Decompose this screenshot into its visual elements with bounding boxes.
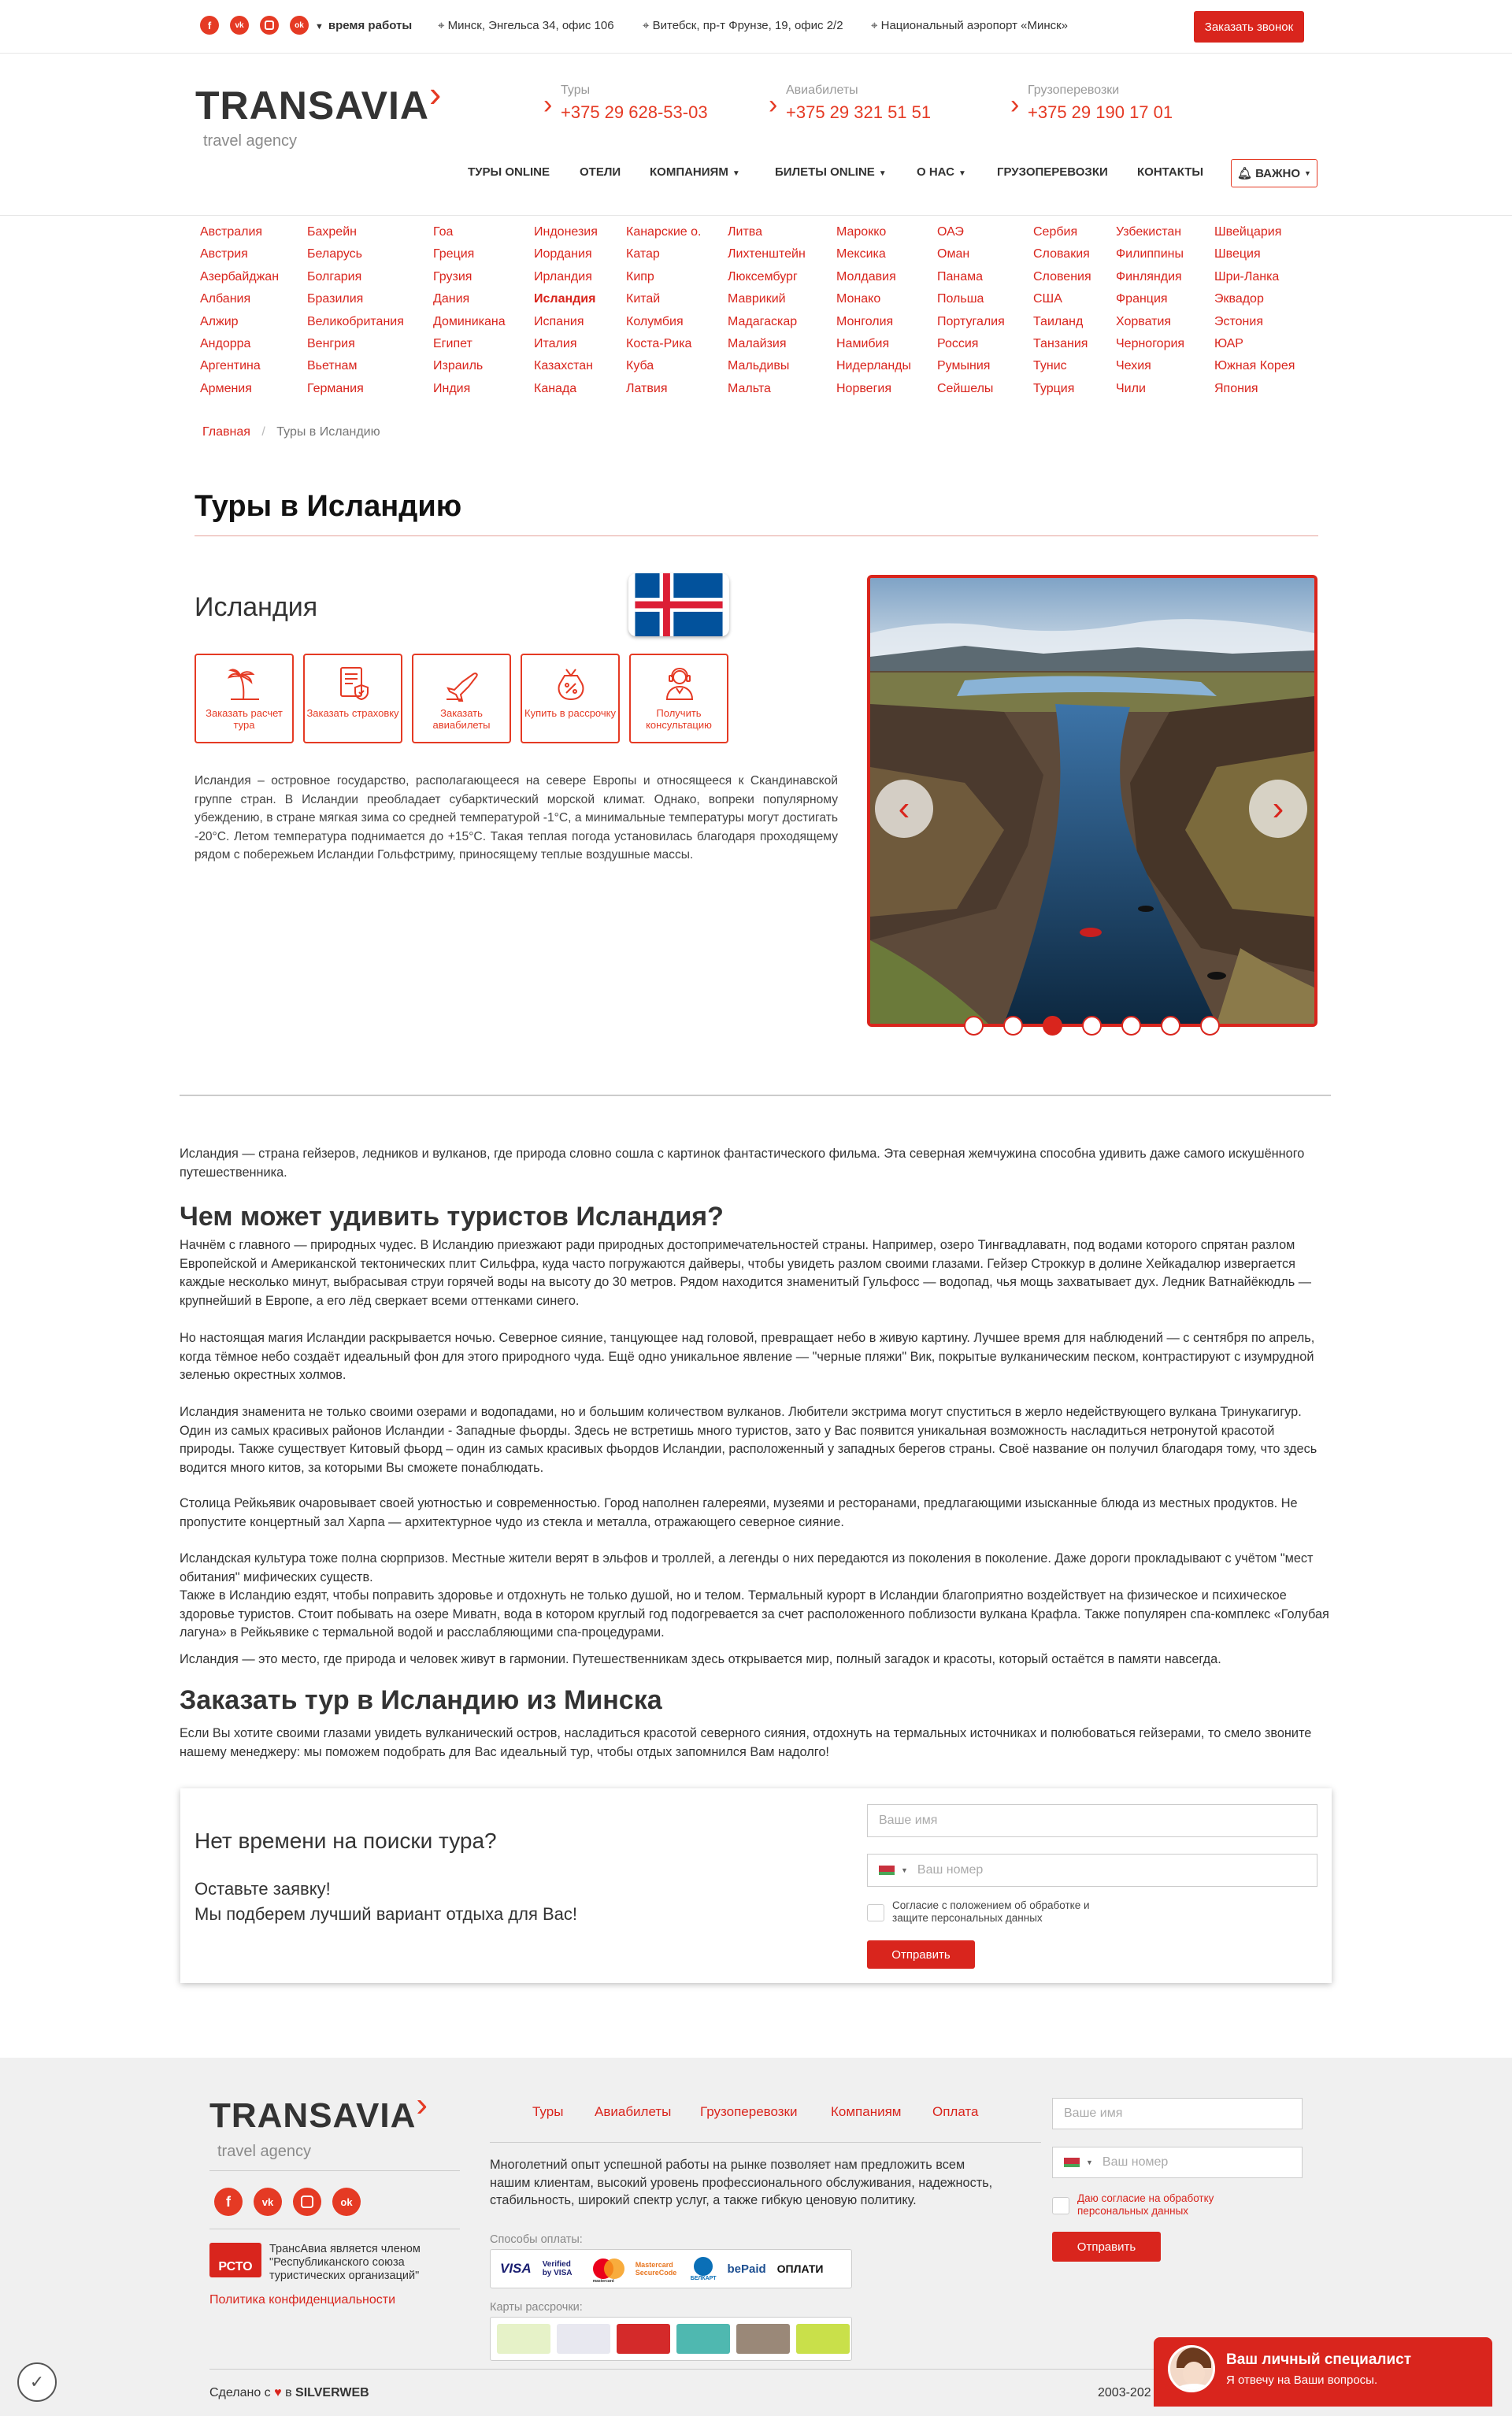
chevron-right-icon: › bbox=[543, 90, 553, 120]
footer-nav-tours[interactable]: Туры bbox=[532, 2104, 564, 2119]
vk-icon[interactable] bbox=[230, 16, 249, 35]
chat-widget[interactable] bbox=[1154, 2337, 1492, 2407]
country-link[interactable]: Катар bbox=[626, 247, 660, 261]
country-link[interactable]: Канада bbox=[534, 381, 577, 395]
country-link[interactable]: Черногория bbox=[1116, 336, 1185, 350]
phone-input[interactable] bbox=[867, 1854, 1317, 1887]
support-agent-icon bbox=[661, 665, 699, 702]
service-label: Купить в рассрочку bbox=[524, 707, 616, 719]
country-column bbox=[626, 225, 701, 404]
facebook-icon[interactable]: f bbox=[214, 2188, 243, 2216]
country-link[interactable]: Бразилия bbox=[307, 292, 364, 306]
country-link[interactable]: Намибия bbox=[836, 336, 890, 350]
slider-prev-button[interactable] bbox=[875, 780, 933, 838]
country-link[interactable]: Эквадор bbox=[1214, 292, 1264, 306]
footer-nav-avia[interactable]: Авиабилеты bbox=[595, 2104, 672, 2119]
slider-dot[interactable] bbox=[1003, 1016, 1023, 1036]
rsto-member-text: ТрансАвиа является членом "Республиканского союза туристических организаций" bbox=[269, 2243, 421, 2282]
country-column bbox=[728, 225, 806, 404]
country-link[interactable]: Марокко bbox=[836, 225, 887, 239]
country-link[interactable]: Андорра bbox=[200, 336, 251, 350]
country-link[interactable]: Израиль bbox=[433, 359, 484, 373]
service-label: Заказать страховку bbox=[306, 707, 399, 719]
card-icon bbox=[796, 2324, 850, 2354]
callback-button[interactable]: Заказать звонок bbox=[1194, 11, 1304, 43]
country-link[interactable]: Польша bbox=[937, 292, 984, 306]
footer-name-input[interactable]: Ваше имя bbox=[1052, 2098, 1303, 2129]
article-paragraph: Исландская культура тоже полна сюрпризов. Местные жители верят в эльфов и троллей, а легенды о них передаются из поколения в поколение. Даже дороги прокладывают с учётом "мест обитания" мифических существ. bbox=[180, 1551, 1314, 1584]
footer-logo-text: TRANSAVIA bbox=[209, 2096, 417, 2135]
country-link[interactable]: Дания bbox=[433, 292, 470, 306]
footer-divider bbox=[209, 2170, 460, 2171]
country-link[interactable]: Кипр bbox=[626, 269, 654, 283]
slider-dot[interactable] bbox=[1121, 1016, 1141, 1036]
logo-text: TRANSAVIA bbox=[195, 83, 429, 128]
slide-image bbox=[870, 578, 1314, 1024]
service-label: Заказать расчет тура bbox=[206, 707, 283, 731]
order-insurance-button[interactable] bbox=[303, 654, 402, 743]
chevron-down-icon: ▼ bbox=[1304, 169, 1311, 177]
slider-dot[interactable] bbox=[1082, 1016, 1102, 1036]
nav-hotels[interactable]: ОТЕЛИ bbox=[580, 165, 621, 179]
installment-cards-label: Карты рассрочки: bbox=[490, 2301, 583, 2314]
country-link[interactable]: Узбекистан bbox=[1116, 225, 1182, 239]
belarus-flag-icon bbox=[1064, 2158, 1080, 2167]
heart-icon: ♥ bbox=[274, 2386, 282, 2399]
country-link[interactable]: Армения bbox=[200, 381, 252, 395]
country-column bbox=[1033, 225, 1091, 404]
country-link[interactable]: Румыния bbox=[937, 359, 991, 373]
logo[interactable] bbox=[195, 73, 443, 128]
country-link[interactable]: Бахрейн bbox=[307, 225, 357, 239]
consent-label: Согласие с положением об обработке и защите персональных данных bbox=[892, 1899, 1090, 1924]
footer-tagline: travel agency bbox=[217, 2143, 311, 2160]
country-link[interactable]: Швейцария bbox=[1214, 225, 1282, 239]
percent-bag-icon bbox=[552, 665, 590, 702]
instagram-icon[interactable] bbox=[260, 16, 279, 35]
country-link[interactable]: Словения bbox=[1033, 269, 1091, 283]
footer-divider bbox=[490, 2142, 1041, 2143]
country-link[interactable]: Южная Корея bbox=[1214, 359, 1295, 373]
country-link[interactable]: Италия bbox=[534, 336, 577, 350]
chevron-right-icon: › bbox=[769, 90, 778, 120]
vk-icon[interactable]: vk bbox=[254, 2188, 282, 2216]
article-heading-1: Чем может удивить туристов Исландия? bbox=[180, 1202, 724, 1232]
country-link[interactable]: Индонезия bbox=[534, 225, 598, 239]
country-link[interactable]: Эстония bbox=[1214, 314, 1263, 328]
article-paragraph: Начнём с главного — природных чудес. В Исландию приезжают ради природных достопримечательностей страны. Например, озеро Тингвадлаватн, под водами которого спрятан разлом Европейской и Американской тектонических плит Сильфра, куда часто погружаются дайверы, чтобы увидеть разлом своими глазами. Гейзер Строккур в долине Хейкадалюр извергается каждые несколько минут, выбрасывая струи горячей воды на высоту до 30 метров. Рядом находится знаменитый Гульфосс — водопад, чья мощь захватывает дух. Ледник Ватнайёкюдль — крупнейший в Европе, а его лёд сверкает всеми оттенками синего. bbox=[180, 1238, 1312, 1308]
country-link[interactable]: Исландия bbox=[534, 292, 596, 306]
country-link[interactable]: Болгария bbox=[307, 269, 362, 283]
belarus-flag-icon bbox=[879, 1866, 895, 1875]
silverweb-link[interactable]: SILVERWEB bbox=[295, 2386, 369, 2399]
nav-tours-online[interactable]: ТУРЫ ONLINE bbox=[468, 165, 550, 179]
phone-input-placeholder: Ваш номер bbox=[917, 1863, 984, 1877]
country-link[interactable]: Словакия bbox=[1033, 247, 1090, 261]
country-link[interactable]: Маврикий bbox=[728, 292, 786, 306]
country-link[interactable]: Турция bbox=[1033, 381, 1075, 395]
country-link[interactable]: Австрия bbox=[200, 247, 248, 261]
country-link[interactable]: Албания bbox=[200, 292, 251, 306]
footer-phone-input[interactable] bbox=[1052, 2147, 1303, 2178]
slider-dot[interactable] bbox=[1200, 1016, 1220, 1036]
installment-cards bbox=[490, 2317, 852, 2361]
footer-nav-companies[interactable]: Компаниям bbox=[831, 2104, 902, 2119]
footer-nav-payment[interactable]: Оплата bbox=[932, 2104, 979, 2119]
address-airport-text: Национальный аэропорт «Минск» bbox=[880, 19, 1069, 32]
page-title: Туры в Исландию bbox=[195, 490, 462, 523]
country-link[interactable]: Беларусь bbox=[307, 247, 362, 261]
nav-companies-label: КОМПАНИЯМ bbox=[650, 165, 728, 179]
country-link[interactable]: Египет bbox=[433, 336, 472, 350]
chevron-down-icon: ▼ bbox=[901, 1866, 908, 1874]
nav-companies[interactable] bbox=[650, 165, 740, 179]
country-link[interactable]: Венгрия bbox=[307, 336, 355, 350]
country-link[interactable]: Доминикана bbox=[433, 314, 506, 328]
country-link[interactable]: Шри-Ланка bbox=[1214, 269, 1280, 283]
order-tickets-button[interactable] bbox=[412, 654, 511, 743]
country-link[interactable]: Чехия bbox=[1116, 359, 1151, 373]
country-link[interactable]: Куба bbox=[626, 359, 654, 373]
country-link[interactable]: Сейшелы bbox=[937, 381, 994, 395]
country-link[interactable]: Хорватия bbox=[1116, 314, 1172, 328]
mastercard-securecode-icon: Mastercard SecureCode bbox=[635, 2261, 677, 2277]
country-link[interactable]: Коста-Рика bbox=[626, 336, 692, 350]
breadcrumb-home[interactable]: Главная bbox=[202, 425, 250, 439]
country-link[interactable]: Франция bbox=[1116, 292, 1168, 306]
order-tour-calc-button[interactable] bbox=[195, 654, 294, 743]
facebook-icon[interactable]: f bbox=[200, 16, 219, 35]
logo-chevron-icon: › bbox=[416, 2085, 429, 2124]
belkart-label: БЕЛКАРТ bbox=[690, 2275, 717, 2281]
verified-by-visa-icon: Verified by VISA bbox=[542, 2260, 573, 2277]
map-pin-icon: ⌖ bbox=[438, 19, 448, 32]
nav-about-label: О НАС bbox=[917, 165, 954, 179]
country-link[interactable]: Грузия bbox=[433, 269, 472, 283]
phone-avia-number[interactable]: +375 29 321 51 51 bbox=[786, 102, 932, 122]
country-link[interactable]: Швеция bbox=[1214, 247, 1261, 261]
important-dropdown[interactable] bbox=[1231, 159, 1317, 187]
country-link[interactable]: Гоа bbox=[433, 225, 454, 239]
card-icon bbox=[497, 2324, 550, 2354]
country-name: Исландия bbox=[195, 592, 318, 622]
country-link[interactable]: Великобритания bbox=[307, 314, 404, 328]
logo-chevron-icon: › bbox=[428, 73, 443, 114]
slider-dot[interactable] bbox=[1043, 1016, 1062, 1036]
country-link[interactable]: Греция bbox=[433, 247, 475, 261]
country-link[interactable]: Финляндия bbox=[1116, 269, 1182, 283]
country-link[interactable]: Таиланд bbox=[1033, 314, 1084, 328]
country-link[interactable]: Оман bbox=[937, 247, 970, 261]
rsto-logo: РСТО bbox=[209, 2243, 261, 2277]
payment-methods-label: Способы оплаты: bbox=[490, 2233, 583, 2246]
map-pin-icon: ⌖ bbox=[643, 19, 653, 32]
country-link[interactable]: Аргентина bbox=[200, 359, 261, 373]
breadcrumb-current: Туры в Исландию bbox=[276, 425, 380, 439]
chevron-left-icon: ‹ bbox=[898, 789, 910, 828]
map-pin-icon: ⌖ bbox=[871, 19, 881, 32]
service-label: Получить консультацию bbox=[646, 707, 712, 731]
country-intro: Исландия – островное государство, располагающееся на севере Европы и относящееся к Скандинавской группе стран. В Исландии преобладает субарктический морской климат. Однако, вопреки популярному убеждению, в стране мягкая зима со средней температурой -1°С, а минимальные температуры могут достигать -20°С. Летом температура поднимается до +15°С. Такая теплая погода установилась благодаря проходящему рядом с побережьем Исландии Гольфстриму, приносящему теплые воздушные массы. bbox=[195, 774, 838, 862]
section-divider bbox=[180, 1095, 1331, 1096]
ok-label: ok bbox=[295, 20, 304, 30]
odnoklassniki-icon[interactable]: ok bbox=[332, 2188, 361, 2216]
country-link[interactable]: Алжир bbox=[200, 314, 239, 328]
mastercard-icon bbox=[592, 2259, 624, 2284]
service-label: Заказать авиабилеты bbox=[432, 707, 491, 731]
country-link[interactable]: Мальдивы bbox=[728, 359, 790, 373]
country-link[interactable]: Латвия bbox=[626, 381, 668, 395]
country-link[interactable]: Панама bbox=[937, 269, 984, 283]
copyright: 2003-202 bbox=[1098, 2386, 1151, 2399]
chat-title: Ваш личный специалист bbox=[1226, 2351, 1412, 2368]
country-link[interactable]: Нидерланды bbox=[836, 359, 911, 373]
document-shield-icon bbox=[335, 665, 372, 702]
phone-tours-label: Туры bbox=[561, 83, 591, 97]
phone-cargo-label: Грузоперевозки bbox=[1028, 83, 1120, 97]
country-link[interactable]: Казахстан bbox=[534, 359, 593, 373]
country-link[interactable]: Япония bbox=[1214, 381, 1258, 395]
country-link[interactable]: Мадагаскар bbox=[728, 314, 798, 328]
footer-submit-button[interactable]: Отправить bbox=[1052, 2232, 1161, 2262]
lead-form-sub-line: Мы подберем лучший вариант отдыха для Вас! bbox=[195, 1904, 578, 1924]
payment-methods bbox=[490, 2249, 852, 2288]
phone-cargo-number[interactable]: +375 29 190 17 01 bbox=[1028, 102, 1173, 122]
country-column bbox=[433, 225, 506, 404]
article-paragraph: Также в Исландию ездят, чтобы поправить здоровье и отдохнуть не только душой, но и телом. Термальный курорт в Исландии благоприятно воздействует на физическое и психическое здоровье туристов. Стоит побывать на озере Миватн, вода в котором круглый год подогревается за счет расположенного поблизости вулкана Крафла. Также популярен спа-комплекс «Голубая лагуна» в Рейкьявике с термальной водой и расслабляющими спа-процедурами. bbox=[180, 1588, 1329, 1640]
work-hours-label: время работы bbox=[328, 19, 413, 32]
nav-tickets-label: БИЛЕТЫ ONLINE bbox=[775, 165, 875, 179]
country-link[interactable]: Канарские о. bbox=[626, 225, 702, 239]
oplati-icon: ОПЛАТИ bbox=[776, 2262, 824, 2275]
lead-form-sub-line: Оставьте заявку! bbox=[195, 1879, 331, 1899]
country-link[interactable]: Австралия bbox=[200, 225, 263, 239]
chevron-down-icon: ▼ bbox=[878, 169, 887, 178]
country-link[interactable]: Колумбия bbox=[626, 314, 684, 328]
work-hours-dropdown[interactable] bbox=[315, 19, 412, 32]
country-link[interactable]: Молдавия bbox=[836, 269, 896, 283]
footer-about-text: Многолетний опыт успешной работы на рынке позволяет нам предложить всем нашим клиентам, высокий уровень профессионального обслуживания, надежность, стабильность, широкий спектр услуг, а также гибкую ценовую политику. bbox=[490, 2158, 993, 2207]
consultant-avatar bbox=[1168, 2345, 1215, 2392]
country-link[interactable]: США bbox=[1033, 292, 1062, 306]
footer-logo[interactable] bbox=[209, 2085, 429, 2136]
country-link[interactable]: Танзания bbox=[1033, 336, 1088, 350]
footer-consent-label[interactable]: Даю согласие на обработку персональных данных bbox=[1077, 2192, 1214, 2217]
made-by bbox=[209, 2386, 369, 2400]
country-link[interactable]: Тунис bbox=[1033, 359, 1067, 373]
slider-next-button[interactable] bbox=[1249, 780, 1307, 838]
palm-tree-icon bbox=[226, 665, 264, 702]
country-link[interactable]: Монголия bbox=[836, 314, 894, 328]
form-submit-button[interactable]: Отправить bbox=[867, 1940, 975, 1969]
odnoklassniki-icon[interactable] bbox=[290, 16, 309, 35]
article-paragraph: Исландия — это место, где природа и человек живут в гармонии. Путешественникам здесь открывается мир, полный загадок и красоты, который остаётся в памяти навсегда. bbox=[180, 1652, 1221, 1666]
breadcrumb-separator: / bbox=[261, 425, 265, 439]
country-link[interactable]: Испания bbox=[534, 314, 584, 328]
chevron-down-icon: ▼ bbox=[732, 169, 740, 178]
country-column bbox=[200, 225, 279, 404]
breadcrumb bbox=[202, 425, 380, 439]
country-column bbox=[1214, 225, 1295, 404]
address-minsk-text: Минск, Энгельса 34, офис 106 bbox=[447, 19, 614, 32]
country-link[interactable]: Филиппины bbox=[1116, 247, 1184, 261]
card-icon bbox=[736, 2324, 790, 2354]
iceland-flag-icon bbox=[628, 573, 729, 636]
accessibility-shield-icon[interactable]: ✓ bbox=[17, 2362, 57, 2402]
country-column bbox=[1116, 225, 1184, 404]
vk-label: vk bbox=[235, 20, 244, 30]
country-link[interactable]: Португалия bbox=[937, 314, 1005, 328]
country-link[interactable]: Малайзия bbox=[728, 336, 787, 350]
country-link[interactable]: Германия bbox=[307, 381, 364, 395]
chat-subtitle: Я отвечу на Ваши вопросы. bbox=[1226, 2373, 1378, 2387]
address-airport bbox=[871, 19, 1068, 32]
country-link[interactable]: Иордания bbox=[534, 247, 592, 261]
country-column bbox=[937, 225, 1005, 404]
mastercard-label: mastercard bbox=[592, 2279, 614, 2284]
bepaid-icon: bePaid bbox=[727, 2262, 766, 2276]
top-bar bbox=[0, 0, 1512, 54]
country-link[interactable]: Азербайджан bbox=[200, 269, 280, 283]
country-link[interactable]: Люксембург bbox=[728, 269, 798, 283]
airplane-icon bbox=[443, 665, 481, 702]
nav-contacts[interactable]: КОНТАКТЫ bbox=[1137, 165, 1204, 179]
chevron-right-icon: › bbox=[1010, 90, 1020, 120]
important-label: ВАЖНО bbox=[1255, 166, 1301, 180]
installment-button[interactable] bbox=[521, 654, 620, 743]
lead-form-title: Нет времени на поиски тура? bbox=[195, 1829, 497, 1853]
country-link[interactable]: ОАЭ bbox=[937, 225, 964, 239]
address-vitebsk bbox=[643, 19, 843, 32]
country-link[interactable]: Чили bbox=[1116, 381, 1146, 395]
country-link[interactable]: Россия bbox=[937, 336, 979, 350]
article-heading-2: Заказать тур в Исландию из Минска bbox=[180, 1685, 662, 1715]
belkart-icon bbox=[691, 2257, 717, 2281]
article-paragraph: Но настоящая магия Исландии раскрывается ночью. Северное сияние, танцующее над головой, превращает небо в живую картину. Лучшее время для наблюдений — с сентября по апрель, когда тёмное небо создаёт идеальный фон для этого природного чуда. Ещё одно уникальное явление — "черные пляжи" Вик, покрытые вулканическим песком, контрастируют с изумрудной зеленью окрестных холмов. bbox=[180, 1331, 1315, 1382]
address-minsk bbox=[438, 19, 614, 32]
card-icon bbox=[676, 2324, 730, 2354]
title-divider bbox=[195, 535, 1318, 536]
country-column bbox=[836, 225, 911, 404]
privacy-policy-link[interactable]: Политика конфиденциальности bbox=[209, 2293, 396, 2307]
chevron-down-icon: ▼ bbox=[315, 22, 324, 31]
nav-about[interactable] bbox=[917, 165, 966, 179]
article-paragraph: Столица Рейкьявик очаровывает своей уютностью и современностью. Город наполнен галереями, музеями и ресторанами, предлагающими изысканные блюда из местных продуктов. Не пропустите концертный зал Харпа — архитектурное чудо из стекла и металла, отражающего северное сияние. bbox=[180, 1496, 1298, 1529]
footer-consent-checkbox[interactable] bbox=[1052, 2197, 1069, 2214]
made-by-label: Сделано с bbox=[209, 2386, 271, 2399]
phone-tours-number[interactable]: +375 29 628-53-03 bbox=[561, 102, 708, 122]
country-link[interactable]: Литва bbox=[728, 225, 762, 239]
chevron-down-icon: ▼ bbox=[1086, 2158, 1093, 2166]
chevron-down-icon: ▼ bbox=[958, 169, 966, 178]
nav-tickets-online[interactable] bbox=[775, 165, 887, 179]
country-link[interactable]: Сербия bbox=[1033, 225, 1078, 239]
country-link[interactable]: ЮАР bbox=[1214, 336, 1243, 350]
country-link[interactable]: Вьетнам bbox=[307, 359, 358, 373]
country-link[interactable]: Китай bbox=[626, 292, 661, 306]
phone-avia-label: Авиабилеты bbox=[786, 83, 858, 97]
made-in-label: в bbox=[285, 2386, 292, 2399]
chevron-right-icon: › bbox=[1272, 789, 1284, 828]
visa-icon: VISA bbox=[500, 2261, 532, 2276]
country-link[interactable]: Монако bbox=[836, 292, 881, 306]
instagram-icon[interactable] bbox=[293, 2188, 321, 2216]
country-column bbox=[307, 225, 404, 404]
name-input[interactable]: Ваше имя bbox=[867, 1804, 1317, 1837]
card-icon bbox=[617, 2324, 670, 2354]
country-link[interactable]: Ирландия bbox=[534, 269, 592, 283]
country-link[interactable]: Лихтенштейн bbox=[728, 247, 806, 261]
consultation-button[interactable] bbox=[629, 654, 728, 743]
article-paragraph: Если Вы хотите своими глазами увидеть вулканический остров, насладиться красотой северного сияния, отдохнуть на термальных источниках и полюбоваться гейзерами, то смело звоните нашему менеджеру: мы поможем подобрать для Вас идеальный тур, чтобы отдых запомнился Вам надолго! bbox=[180, 1726, 1312, 1759]
logo-tagline: travel agency bbox=[203, 132, 297, 150]
country-link[interactable]: Индия bbox=[433, 381, 471, 395]
country-column bbox=[534, 225, 598, 404]
footer-phone-placeholder: Ваш номер bbox=[1102, 2155, 1169, 2169]
article-lead: Исландия — страна гейзеров, ледников и вулканов, где природа словно сошла с картинок фантастического фильма. Эта северная жемчужина способна удивить даже самого искушённого путешественника. bbox=[180, 1147, 1305, 1180]
slider-dot[interactable] bbox=[964, 1016, 984, 1036]
nav-cargo[interactable]: ГРУЗОПЕРЕВОЗКИ bbox=[997, 165, 1108, 179]
lead-form-subtitle bbox=[195, 1877, 577, 1927]
slider-dot[interactable] bbox=[1161, 1016, 1180, 1036]
country-link[interactable]: Норвегия bbox=[836, 381, 892, 395]
card-icon bbox=[557, 2324, 610, 2354]
country-link[interactable]: Мальта bbox=[728, 381, 771, 395]
country-link[interactable]: Мексика bbox=[836, 247, 886, 261]
bell-icon: 🔔︎ bbox=[1237, 167, 1253, 180]
article-paragraph: Исландия знаменита не только своими озерами и водопадами, но и большим количеством вулканов. Любители экстрима могут спуститься в жерло недействующего вулкана Тринукагигур. Один из самых красивых районов Исландии - Западные фьорды. Здесь не встретишь много туристов, зато у Вас появится уникальная возможность насладиться нетронутой красотой природы. Также существует Китовый фьорд – один из самых красивых фьордов Исландии, расположенный у западных берегов страны. Своё название он получил благодаря тому, что здесь водится много китов, за которыми Вы сможете понаблюдать. bbox=[180, 1405, 1317, 1475]
address-vitebsk-text: Витебск, пр-т Фрунзе, 19, офис 2/2 bbox=[652, 19, 843, 32]
footer-nav-cargo[interactable]: Грузоперевозки bbox=[700, 2104, 798, 2119]
consent-checkbox[interactable] bbox=[867, 1904, 884, 1921]
